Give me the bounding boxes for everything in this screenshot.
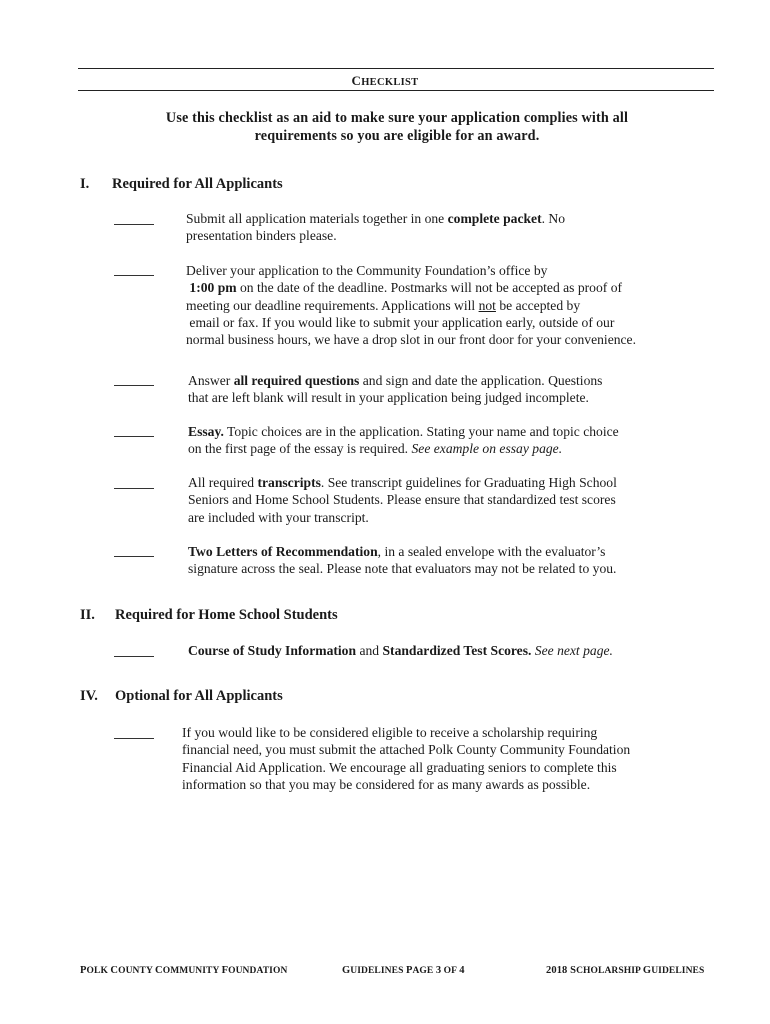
item-recommendation: Two Letters of Recommendation, in a sealed envelope with the evaluator’s signature across the seal. Please note that evaluators may not be related to you. (188, 544, 617, 577)
item-course-of-study: Course of Study Information and Standardized Test Scores. See next page. (188, 643, 613, 658)
intro-line-1: Use this checklist as an aid to make sure your application complies with all (165, 110, 629, 126)
item-financial-aid: If you would like to be considered eligible to receive a scholarship requiring financial need, you must submit the attached Polk County Community Foundation Financial Aid Application. We encourage all graduating seniors to complete this information so that you may be considered for as many awards as possible. (182, 725, 631, 792)
item-complete-packet: Submit all application materials together in one complete packet. No presentation binders please. (186, 211, 566, 244)
footer-document-title: 2018 SCHOLARSHIP GUIDELINES (546, 965, 705, 976)
footer-organization: POLK COUNTY COMMUNITY FOUNDATION (80, 965, 288, 976)
checkbox-blank-packet[interactable] (114, 224, 154, 225)
title-rule (78, 90, 714, 91)
checkbox-blank-home-school[interactable] (114, 656, 154, 657)
checkbox-blank-deadline[interactable] (114, 275, 154, 276)
checkbox-blank-financial-aid[interactable] (114, 738, 154, 739)
section-1-heading: I. Required for All Applicants (80, 176, 283, 192)
checkbox-blank-transcripts[interactable] (114, 488, 154, 489)
item-deadline: Deliver your application to the Community Foundation’s office by 1:00 pm on the date of the deadline. Postmarks will not be accepted as proof of meeting our deadline requirements. Applications will not be accepted by email or fax. If you would like to submit your application early, outside of our normal business hours, we have a drop slot in our front door for your convenience. (186, 263, 636, 348)
intro-line-2: requirements so you are eligible for an award. (254, 128, 540, 144)
intro-text (100, 109, 694, 145)
section-4-heading: IV. Optional for All Applicants (80, 688, 283, 704)
section-2-heading: II. Required for Home School Students (80, 607, 338, 623)
top-rule (78, 68, 714, 69)
checkbox-blank-essay[interactable] (114, 436, 154, 437)
item-required-questions: Answer all required questions and sign and date the application. Questions that are left blank will result in your application being judged incomplete. (188, 373, 603, 406)
footer-page-number: GUIDELINES PAGE 3 OF 4 (342, 965, 465, 976)
checkbox-blank-questions[interactable] (114, 385, 154, 386)
item-transcripts: All required transcripts. See transcript guidelines for Graduating High School Seniors and Home School Students. Please ensure that standardized test scores are included with your transcript. (188, 475, 617, 525)
checkbox-blank-recommendation[interactable] (114, 556, 154, 557)
page-title: CHECKLIST (351, 73, 419, 88)
item-essay: Essay. Topic choices are in the application. Stating your name and topic choice on the first page of the essay is required. See example on essay page. (188, 424, 619, 457)
